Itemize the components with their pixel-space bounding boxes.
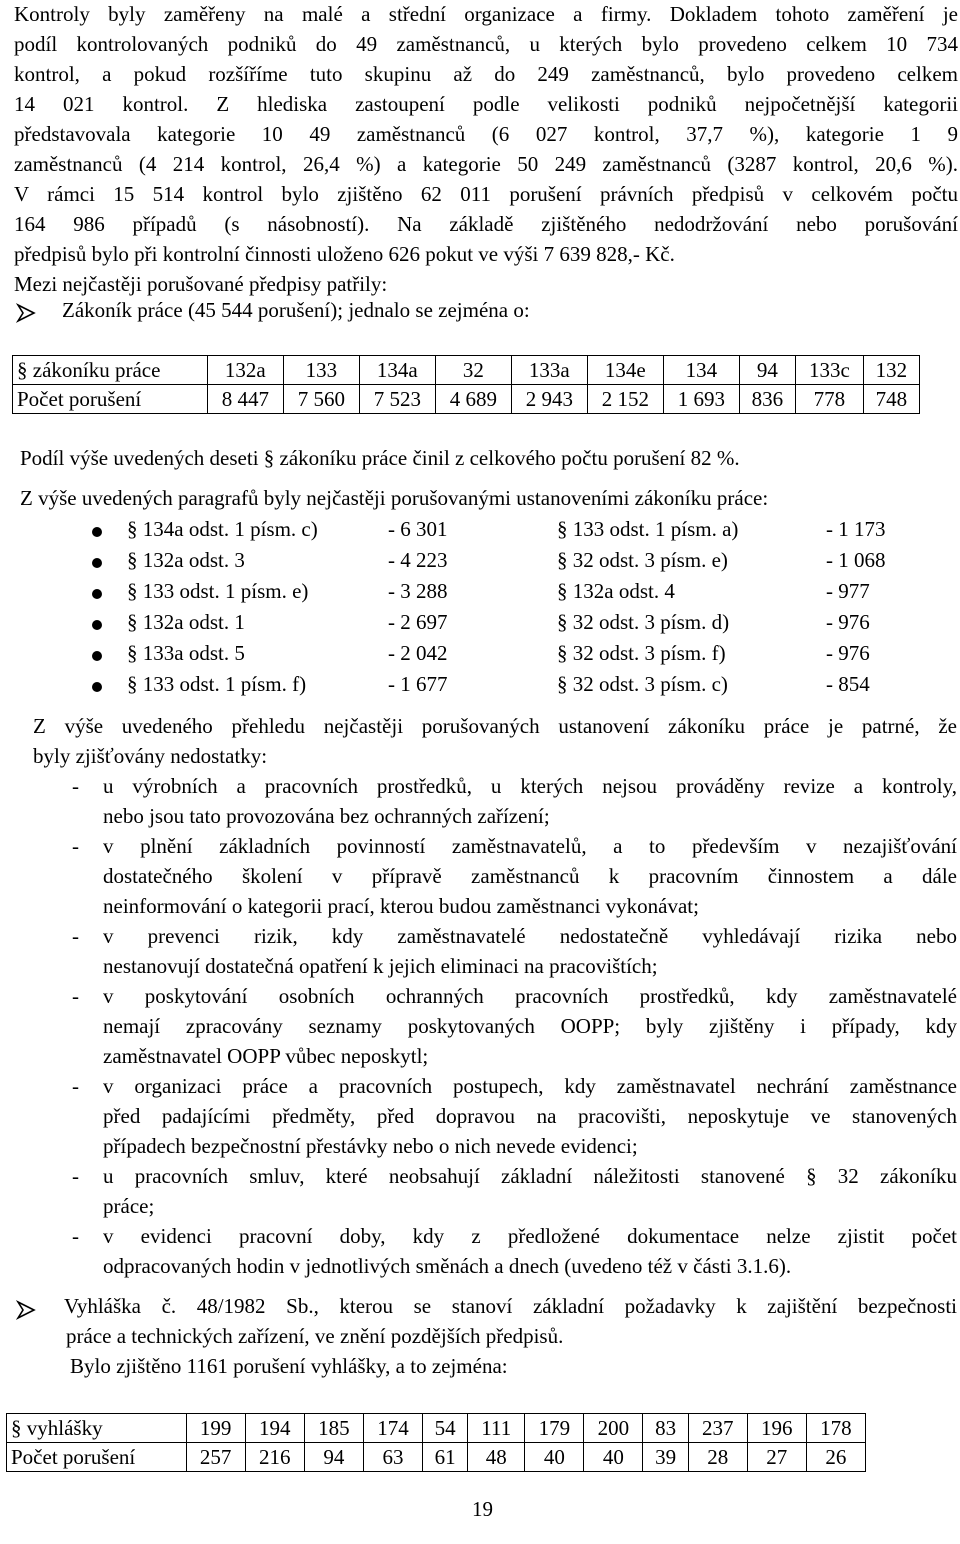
table-cell: 7 523 (359, 385, 435, 414)
bullet-dot-icon (92, 682, 102, 692)
table-cell: 237 (688, 1414, 747, 1443)
table-cell: § zákoníku práce (13, 356, 208, 385)
intro-line: 14 021 kontrol. Z hlediska zastoupení podle velikosti podniků nejpočetnější kategorii (14, 92, 958, 116)
dash-item-line: před padajícími předměty, před dopravou na pracovišti, neposkytuje ve stanovených (103, 1104, 957, 1128)
dash-item-line: zaměstnavatel OOPP vůbec neposkytl; (103, 1044, 429, 1068)
bullet-right-value: - 1 068 (826, 548, 886, 572)
table-cell: 8 447 (207, 385, 283, 414)
mezi-line: Mezi nejčastěji porušované předpisy patřily: (14, 272, 388, 296)
section2-sub: Bylo zjištěno 1161 porušení vyhlášky, a to zejména: (70, 1354, 508, 1378)
intro-line: zaměstnanců (4 214 kontrol, 26,4 %) a kategorie 50 249 zaměstnanců (3287 kontrol, 20,6 %). (14, 152, 958, 176)
bullet-left: § 132a odst. 3 (127, 548, 245, 572)
intro-line: předpisů bylo při kontrolní činnosti uloženo 626 pokut ve výši 7 639 828,- Kč. (14, 242, 675, 266)
bullet-dot-icon (92, 558, 102, 568)
table-cell: 133c (795, 356, 863, 385)
bullet-left: § 133 odst. 1 písm. f) (127, 672, 307, 696)
dash-marker: - (72, 834, 79, 858)
intro-line: V rámci 15 514 kontrol bylo zjištěno 62 011 porušení právních předpisů v celkovém počtu (14, 182, 958, 206)
intro-line: kontrol, a pokud rozšíříme tuto skupinu až do 249 zaměstnanců, bylo provedeno celkem (14, 62, 958, 86)
table-cell: 133 (283, 356, 359, 385)
table-cell: 32 (435, 356, 511, 385)
dash-item-line: případech bezpečnostní přestávky nebo o nich nevede evidenci; (103, 1134, 638, 1158)
table-row (13, 356, 920, 385)
intro-line: představovala kategorie 10 49 zaměstnanců (6 027 kontrol, 37,7 %), kategorie 1 9 (14, 122, 958, 146)
table-cell: 94 (304, 1443, 363, 1472)
arrow-bullet-icon (16, 303, 36, 323)
table-cell: Počet porušení (13, 385, 208, 414)
dash-item-line: v poskytování osobních ochranných pracovních prostředků, kdy zaměstnavatelé (103, 984, 957, 1008)
bullet-dot-icon (92, 589, 102, 599)
bullet-left: § 132a odst. 1 (127, 610, 245, 634)
table-cell: 178 (806, 1414, 865, 1443)
podil-line: Podíl výše uvedených deseti § zákoníku práce činil z celkového počtu porušení 82 %. (20, 446, 740, 470)
table-cell: § vyhlášky (7, 1414, 187, 1443)
bullet-dot-icon (92, 620, 102, 630)
bullet-right: § 32 odst. 3 písm. d) (557, 610, 730, 634)
bullet-left-value: - 4 223 (388, 548, 448, 572)
table-cell: 2 152 (587, 385, 663, 414)
table-cell: 748 (863, 385, 919, 414)
vyhlaska-table (6, 1413, 866, 1472)
arrow-bullet-icon (16, 1300, 36, 1320)
dash-item-line: nemají zpracovány seznamy poskytovaných OOPP; byly zjištěny i případy, kdy (103, 1014, 957, 1038)
bullet-left-value: - 1 677 (388, 672, 448, 696)
bullet-left-value: - 2 042 (388, 641, 448, 665)
dash-item-line: v organizaci práce a pracovních postupech, kdy zaměstnavatel nechrání zaměstnance (103, 1074, 957, 1098)
bullet-right-value: - 854 (826, 672, 870, 696)
bullet-left-value: - 3 288 (388, 579, 448, 603)
bullet-left-value: - 2 697 (388, 610, 448, 634)
intro-line: podíl kontrolovaných podniků do 49 zaměstnanců, u kterých bylo provedeno celkem 10 734 (14, 32, 958, 56)
table-cell: 132a (207, 356, 283, 385)
table-cell: 200 (584, 1414, 643, 1443)
table-cell: 28 (688, 1443, 747, 1472)
table-cell: 48 (468, 1443, 525, 1472)
bullet-dot-icon (92, 527, 102, 537)
table-cell: 83 (643, 1414, 688, 1443)
table-cell: 40 (525, 1443, 584, 1472)
table-cell: 132 (863, 356, 919, 385)
table-cell: 778 (795, 385, 863, 414)
zakonik-table (12, 355, 920, 414)
bullet-left: § 133 odst. 1 písm. e) (127, 579, 309, 603)
bullet-right-value: - 977 (826, 579, 870, 603)
table-cell: 185 (304, 1414, 363, 1443)
dash-marker: - (72, 924, 79, 948)
table-cell: 40 (584, 1443, 643, 1472)
table-cell: 111 (468, 1414, 525, 1443)
table-cell: 2 943 (511, 385, 587, 414)
dash-item-line: v evidenci pracovní doby, kdy z předložené dokumentace nelze zjistit počet (103, 1224, 957, 1248)
dash-item-line: v prevenci rizik, kdy zaměstnavatelé nedostatečně vyhledávají rizika nebo (103, 924, 957, 948)
dash-item-line: dostatečného školení v přípravě zaměstnanců k pracovním činnostem a dále (103, 864, 957, 888)
dash-item-line: nebo jsou tato provozována bez ochranných zařízení; (103, 804, 550, 828)
nedostatky-intro-line: Z výše uvedeného přehledu nejčastěji porušovaných ustanovení zákoníku práce je patrné, že (33, 714, 957, 738)
table-row (13, 385, 920, 414)
bullet-left: § 134a odst. 1 písm. c) (127, 517, 318, 541)
bullet-left-value: - 6 301 (388, 517, 448, 541)
table-row (7, 1443, 866, 1472)
table-cell: 133a (511, 356, 587, 385)
table-cell: 179 (525, 1414, 584, 1443)
table-cell: 7 560 (283, 385, 359, 414)
bullet-right-value: - 976 (826, 641, 870, 665)
bullet-right-value: - 1 173 (826, 517, 886, 541)
table-cell: 63 (363, 1443, 422, 1472)
table-cell: 216 (245, 1443, 304, 1472)
bullet-right: § 133 odst. 1 písm. a) (557, 517, 739, 541)
nedostatky-intro-line: byly zjišťovány nedostatky: (33, 744, 268, 768)
table-cell: 134e (587, 356, 663, 385)
table-cell: 836 (739, 385, 795, 414)
table-cell: Počet porušení (7, 1443, 187, 1472)
z-vyse-line: Z výše uvedených paragrafů byly nejčastěji porušovanými ustanoveními zákoníku práce: (20, 486, 769, 510)
intro-line: Kontroly byly zaměřeny na malé a střední organizace a firmy. Dokladem tohoto zaměření je (14, 2, 958, 26)
table-cell: 174 (363, 1414, 422, 1443)
dash-marker: - (72, 774, 79, 798)
table-cell: 1 693 (663, 385, 739, 414)
table-cell: 199 (186, 1414, 245, 1443)
intro-paragraph (14, 2, 958, 302)
dash-item-line: nestanovují dostatečná opatření k jejich eliminaci na pracovištích; (103, 954, 658, 978)
table-cell: 61 (423, 1443, 468, 1472)
dash-item-line: u výrobních a pracovních prostředků, u kterých nejsou prováděny revize a kontroly, (103, 774, 957, 798)
bullet-dot-icon (92, 651, 102, 661)
bullet-right: § 32 odst. 3 písm. e) (557, 548, 728, 572)
dash-marker: - (72, 1074, 79, 1098)
dash-marker: - (72, 984, 79, 1008)
bullet-right: § 32 odst. 3 písm. c) (557, 672, 728, 696)
table-row (7, 1414, 866, 1443)
bullet-left: § 133a odst. 5 (127, 641, 245, 665)
bullet-right: § 132a odst. 4 (557, 579, 675, 603)
table-cell: 134a (359, 356, 435, 385)
dash-marker: - (72, 1164, 79, 1188)
section2-title-line: Vyhláška č. 48/1982 Sb., kterou se stanoví základní požadavky k zajištění bezpečnosti (64, 1294, 957, 1318)
dash-marker: - (72, 1224, 79, 1248)
dash-item-line: u pracovních smluv, které neobsahují základní náležitosti stanovené § 32 zákoníku (103, 1164, 957, 1188)
table-cell: 196 (747, 1414, 806, 1443)
table-cell: 257 (186, 1443, 245, 1472)
bullet-right-value: - 976 (826, 610, 870, 634)
table-cell: 194 (245, 1414, 304, 1443)
table-cell: 54 (423, 1414, 468, 1443)
table-cell: 4 689 (435, 385, 511, 414)
table-cell: 134 (663, 356, 739, 385)
dash-item-line: neinformování o kategorii prací, kterou budou zaměstnanci vykonávat; (103, 894, 699, 918)
intro-line: 164 986 případů (s násobností). Na základě zjištěného nedodržování nebo porušování (14, 212, 958, 236)
table-cell: 94 (739, 356, 795, 385)
section2-title-line: práce a technických zařízení, ve znění pozdějších předpisů. (66, 1324, 564, 1348)
table-cell: 39 (643, 1443, 688, 1472)
dash-item-line: odpracovaných hodin v jednotlivých směnách a dnech (uvedeno též v části 3.1.6). (103, 1254, 792, 1278)
bullet-right: § 32 odst. 3 písm. f) (557, 641, 726, 665)
dash-item-line: v plnění základních povinností zaměstnavatelů, a to především v nezajišťování (103, 834, 957, 858)
dash-item-line: práce; (103, 1194, 155, 1218)
section1-title: Zákoník práce (45 544 porušení); jednalo se zejména o: (62, 298, 530, 322)
page-number: 19 (472, 1497, 493, 1521)
table-cell: 27 (747, 1443, 806, 1472)
table-cell: 26 (806, 1443, 865, 1472)
